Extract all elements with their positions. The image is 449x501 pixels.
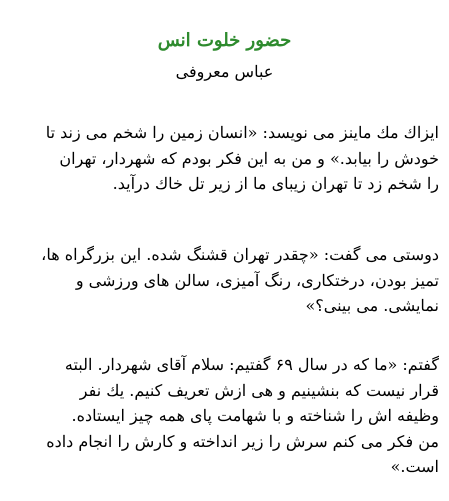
paragraph-line: خودش را بیابد.» و من به این فكر بودم كه شهردار، تهران xyxy=(59,148,439,168)
paragraph-line: نمایشی. می بینی؟» xyxy=(305,296,439,315)
document-author: عباس معروفی xyxy=(175,62,274,81)
paragraph-line: گفتم: «ما كه در سال ۶۹ گفتیم: سلام آقای شهردار. البته xyxy=(64,355,439,374)
document-title: حضور خلوت انس xyxy=(157,30,292,51)
paragraph-line: ایزاك مك ماینز می نویسد: «انسان زمین را شخم می زند تا xyxy=(45,123,439,142)
paragraph-line: وظیفه اش را شناخته و با شهامت پای همه چیز ایستاده. xyxy=(71,406,439,425)
paragraph xyxy=(8,120,439,197)
paragraph-line: تمیز بودن، درختكاری، رنگ آمیزی، سالن های ورزشی و xyxy=(75,270,439,290)
paragraph-line: را شخم زد تا تهران زیبای ما از زیر تل خاك درآید. xyxy=(112,174,439,193)
paragraph-line: من فكر می كنم سرش را زیر انداخته و كارش را انجام داده xyxy=(46,431,439,451)
paragraph xyxy=(8,352,439,480)
paragraph-line: است.» xyxy=(390,457,439,476)
paragraph-line: دوستی می گفت: «چقدر تهران قشنگ شده. این بزرگراه ها، xyxy=(41,245,439,264)
paragraph xyxy=(8,242,439,319)
paragraph-line: قرار نیست كه بنشینیم و هی ازش تعریف كنیم. یك نفر xyxy=(79,380,439,400)
